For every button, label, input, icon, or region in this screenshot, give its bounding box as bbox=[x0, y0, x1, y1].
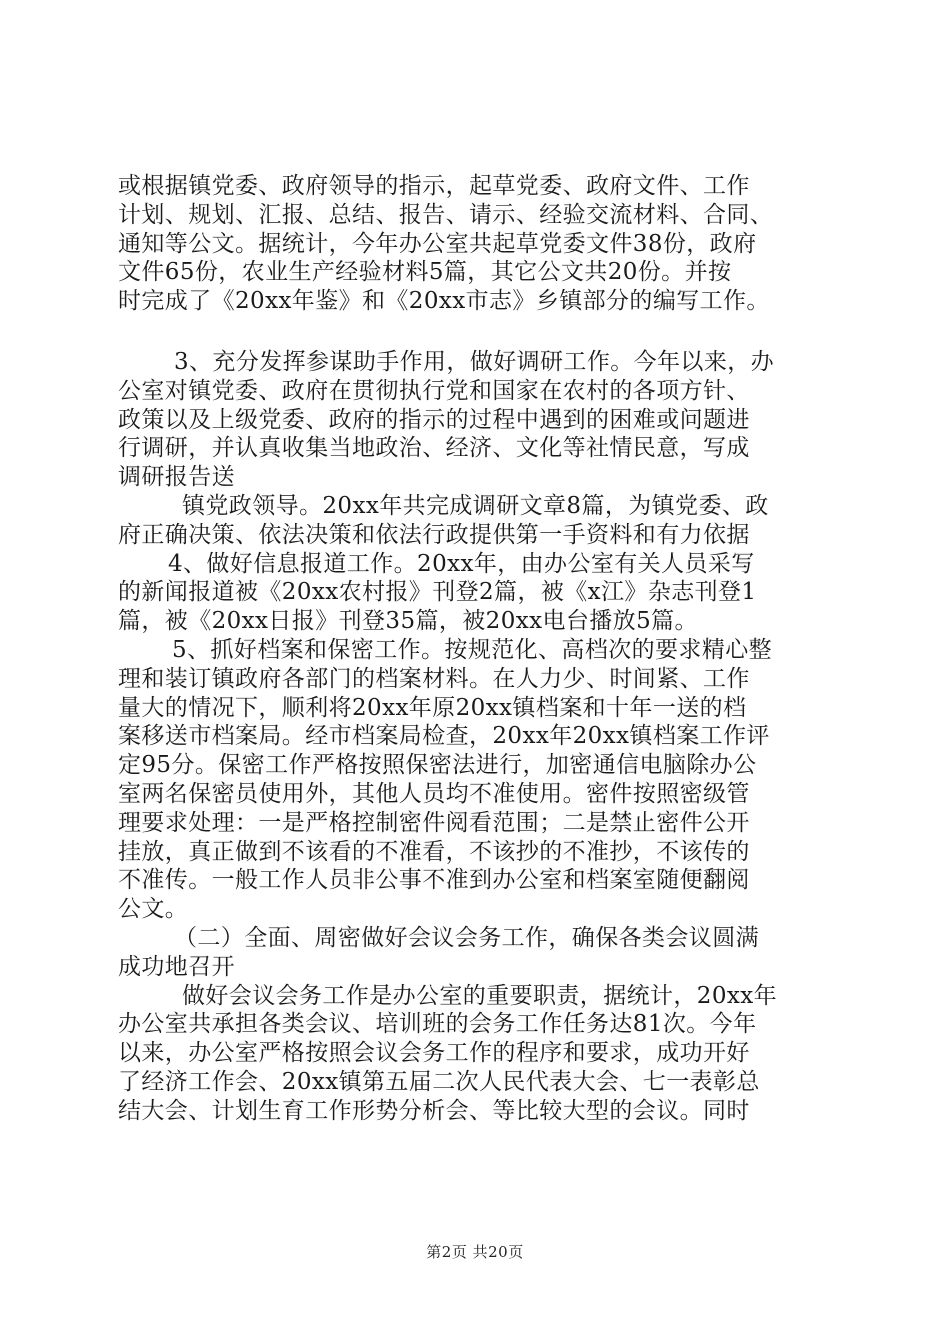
text-line: 4、做好信息报道工作。20xx年，由办公室有关人员采写 bbox=[168, 550, 755, 577]
paragraph-gap bbox=[118, 316, 830, 348]
text-line: 公文。 bbox=[118, 896, 189, 923]
text-line: 理和装订镇政府各部门的档案材料。在人力少、时间紧、工作 bbox=[118, 665, 750, 692]
text-line: 室两名保密员使用外，其他人员均不准使用。密件按照密级管 bbox=[118, 780, 750, 807]
text-line: 的新闻报道被《20xx农村报》刊登2篇，被《x江》杂志刊登1 bbox=[118, 579, 757, 606]
text-line: 3、充分发挥参谋助手作用，做好调研工作。今年以来，办 bbox=[174, 348, 775, 375]
section-heading-line: （二）全面、周密做好会议会务工作，确保各类会议圆满 bbox=[174, 924, 759, 951]
text-line: 行调研，并认真收集当地政治、经济、文化等社情民意，写成 bbox=[118, 435, 750, 462]
section-heading-line: 成功地召开 bbox=[118, 953, 235, 980]
text-line: 公室对镇党委、政府在贯彻执行党和国家在农村的各项方针、 bbox=[118, 377, 750, 404]
text-line: 5、抓好档案和保密工作。按规范化、高档次的要求精心整 bbox=[172, 636, 773, 663]
text-line: 镇党政领导。20xx年共完成调研文章8篇，为镇党委、政 bbox=[182, 492, 769, 519]
section-heading-meetings bbox=[118, 924, 830, 982]
text-line: 做好会议会务工作是办公室的重要职责，据统计，20xx年 bbox=[182, 982, 778, 1009]
text-line: 了经济工作会、20xx镇第五届二次人民代表大会、七一表彰总 bbox=[118, 1068, 760, 1095]
text-line: 调研报告送 bbox=[118, 464, 235, 491]
text-line: 篇，被《20xx日报》刊登35篇，被20xx电台播放5篇。 bbox=[118, 608, 698, 635]
text-line: 案移送市档案局。经市档案局检查，20xx年20xx镇档案工作评 bbox=[118, 723, 770, 750]
text-line: 办公室共承担各类会议、培训班的会务工作任务达81次。今年 bbox=[118, 1011, 757, 1038]
text-line: 不准传。一般工作人员非公事不准到办公室和档案室随便翻阅 bbox=[118, 867, 750, 894]
paragraph-meetings bbox=[118, 982, 830, 1126]
text-line: 定95分。保密工作严格按照保密法进行，加密通信电脑除办公 bbox=[118, 752, 757, 779]
paragraph-drafting bbox=[118, 172, 830, 316]
page-number-footer: 第2页 共20页 bbox=[426, 1243, 524, 1261]
text-line: 理要求处理：一是严格控制密件阅看范围；二是禁止密件公开 bbox=[118, 809, 750, 836]
text-line: 计划、规划、汇报、总结、报告、请示、经验交流材料、合同、 bbox=[118, 201, 774, 228]
text-line: 挂放，真正做到不该看的不准看，不该抄的不准抄，不该传的 bbox=[118, 838, 750, 865]
text-line: 政策以及上级党委、政府的指示的过程中遇到的困难或问题进 bbox=[118, 406, 750, 433]
text-line: 结大会、计划生育工作形势分析会、等比较大型的会议。同时 bbox=[118, 1097, 750, 1124]
paragraph-news-reporting bbox=[118, 550, 830, 636]
paragraph-archives-confidentiality bbox=[118, 636, 830, 924]
text-line: 量大的情况下，顺利将20xx年原20xx镇档案和十年一送的档 bbox=[118, 694, 747, 721]
text-line: 府正确决策、依法决策和依法行政提供第一手资料和有力依据 bbox=[118, 521, 750, 548]
text-line: 或根据镇党委、政府领导的指示，起草党委、政府文件、工作 bbox=[118, 173, 750, 199]
text-line: 通知等公文。据统计，今年办公室共起草党委文件38份，政府 bbox=[118, 230, 757, 257]
paragraph-research-continued bbox=[118, 492, 830, 550]
text-line: 文件65份，农业生产经验材料5篇，其它公文共20份。并按 bbox=[118, 259, 732, 286]
document-body bbox=[118, 172, 830, 1126]
text-line: 时完成了《20xx年鉴》和《20xx市志》乡镇部分的编写工作。 bbox=[118, 288, 770, 315]
paragraph-research bbox=[118, 348, 830, 492]
text-line: 以来，办公室严格按照会议会务工作的程序和要求，成功开好 bbox=[118, 1040, 750, 1067]
